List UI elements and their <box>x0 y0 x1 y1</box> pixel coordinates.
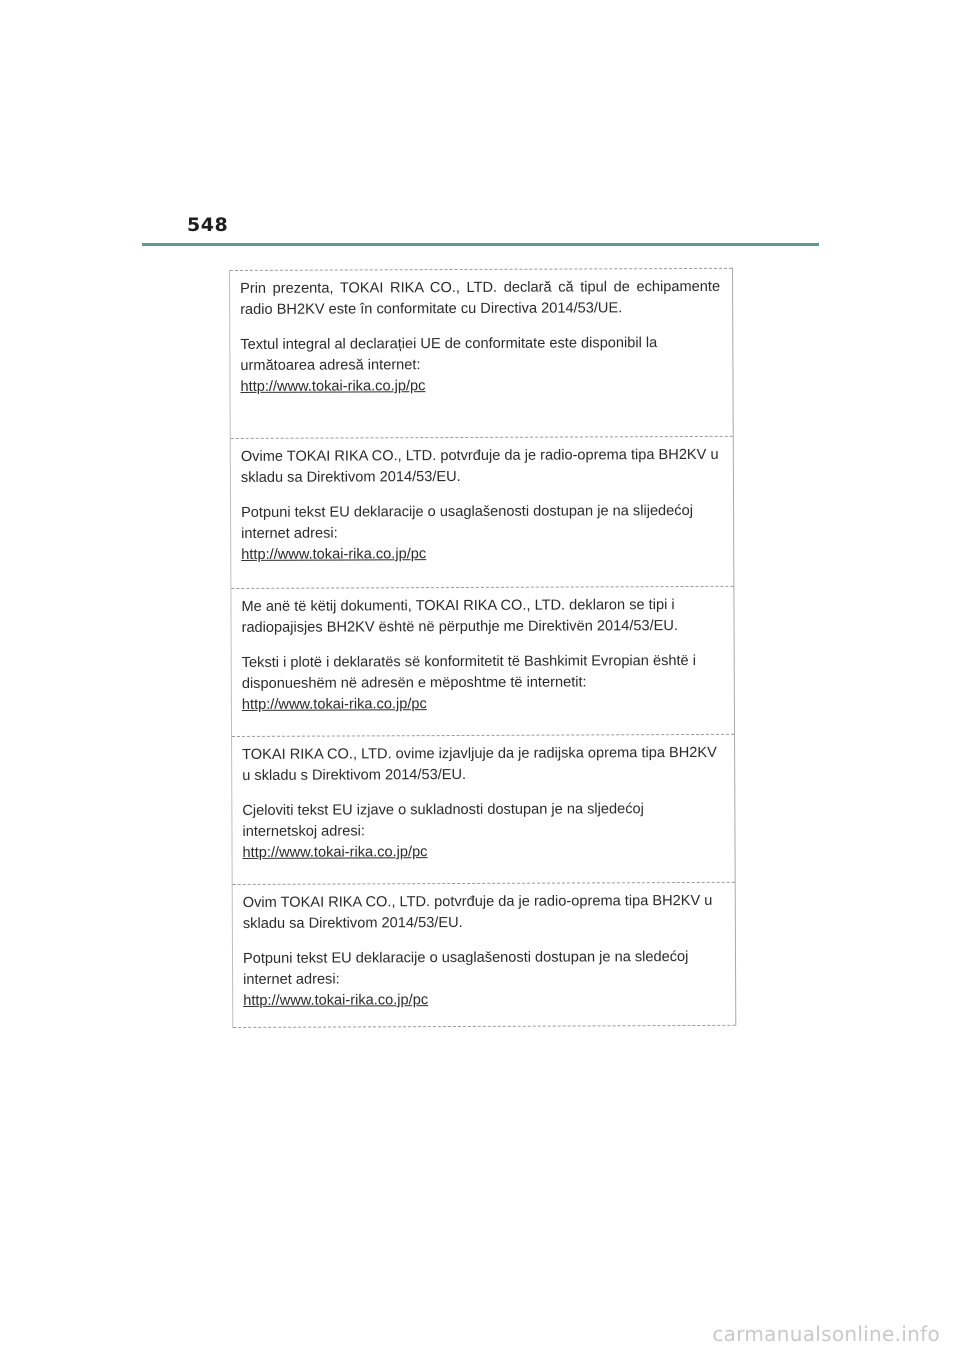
statement-text: Prin prezenta, TOKAI RIKA CO., LTD. declară că tipul de echipamente radio BH2KV este în conformitate cu Directiva 2014/53/UE. <box>240 278 721 318</box>
availability-text: Teksti i plotë i deklaratës së konformitetit të Bashkimit Evropian është i disponueshëm në adresën e mëposhtme të internetit: <box>241 652 696 692</box>
declaration-box <box>229 268 736 1028</box>
header-divider <box>142 243 819 246</box>
page-number: 548 <box>187 214 229 236</box>
declaration-section-albanian <box>231 586 734 736</box>
declaration-section-bosnian <box>231 436 734 588</box>
statement-text: Ovim TOKAI RIKA CO., LTD. potvrđuje da je radio-oprema tipa BH2KV u skladu sa Direktivom 2014/53/EU. <box>242 892 713 932</box>
watermark-text: carmanualsonline.info <box>712 1322 940 1346</box>
availability-text: Potpuni tekst EU deklaracije o usaglašenosti dostupan je na slijedećoj internet adresi: <box>241 502 693 542</box>
declaration-url-link[interactable]: http://www.tokai-rika.co.jp/pc <box>242 844 428 861</box>
declaration-section-croatian <box>232 734 735 884</box>
statement-text: Ovime TOKAI RIKA CO., LTD. potvrđuje da je radio-oprema tipa BH2KV u skladu sa Direktivom 2014/53/EU. <box>240 446 719 486</box>
statement-text: Me anë të këtij dokumenti, TOKAI RIKA CO., LTD. deklaron se tipi i radiopajisjes BH2KV është në përputhje me Direktivën 2014/53/EU. <box>241 597 679 636</box>
declaration-url-link[interactable]: http://www.tokai-rika.co.jp/pc <box>241 696 427 713</box>
declaration-url-link[interactable]: http://www.tokai-rika.co.jp/pc <box>243 992 429 1009</box>
declaration-url-link[interactable]: http://www.tokai-rika.co.jp/pc <box>240 378 426 395</box>
statement-text: TOKAI RIKA CO., LTD. ovime izjavljuje da je radijska oprema tipa BH2KV u skladu s Direktivom 2014/53/EU. <box>242 744 717 784</box>
availability-text: Textul integral al declarației UE de conformitate este disponibil la următoarea adresă internet: <box>240 335 658 374</box>
availability-text: Potpuni tekst EU deklaracije o usaglašenosti dostupan je na sledećoj internet adresi: <box>242 949 689 988</box>
declaration-section-romanian <box>230 268 733 438</box>
declaration-section-serbian <box>233 882 736 1028</box>
availability-text: Cjeloviti tekst EU izjave o sukladnosti dostupan je na sljedećoj internetskoj adresi: <box>242 801 644 840</box>
declaration-url-link[interactable]: http://www.tokai-rika.co.jp/pc <box>241 546 427 563</box>
